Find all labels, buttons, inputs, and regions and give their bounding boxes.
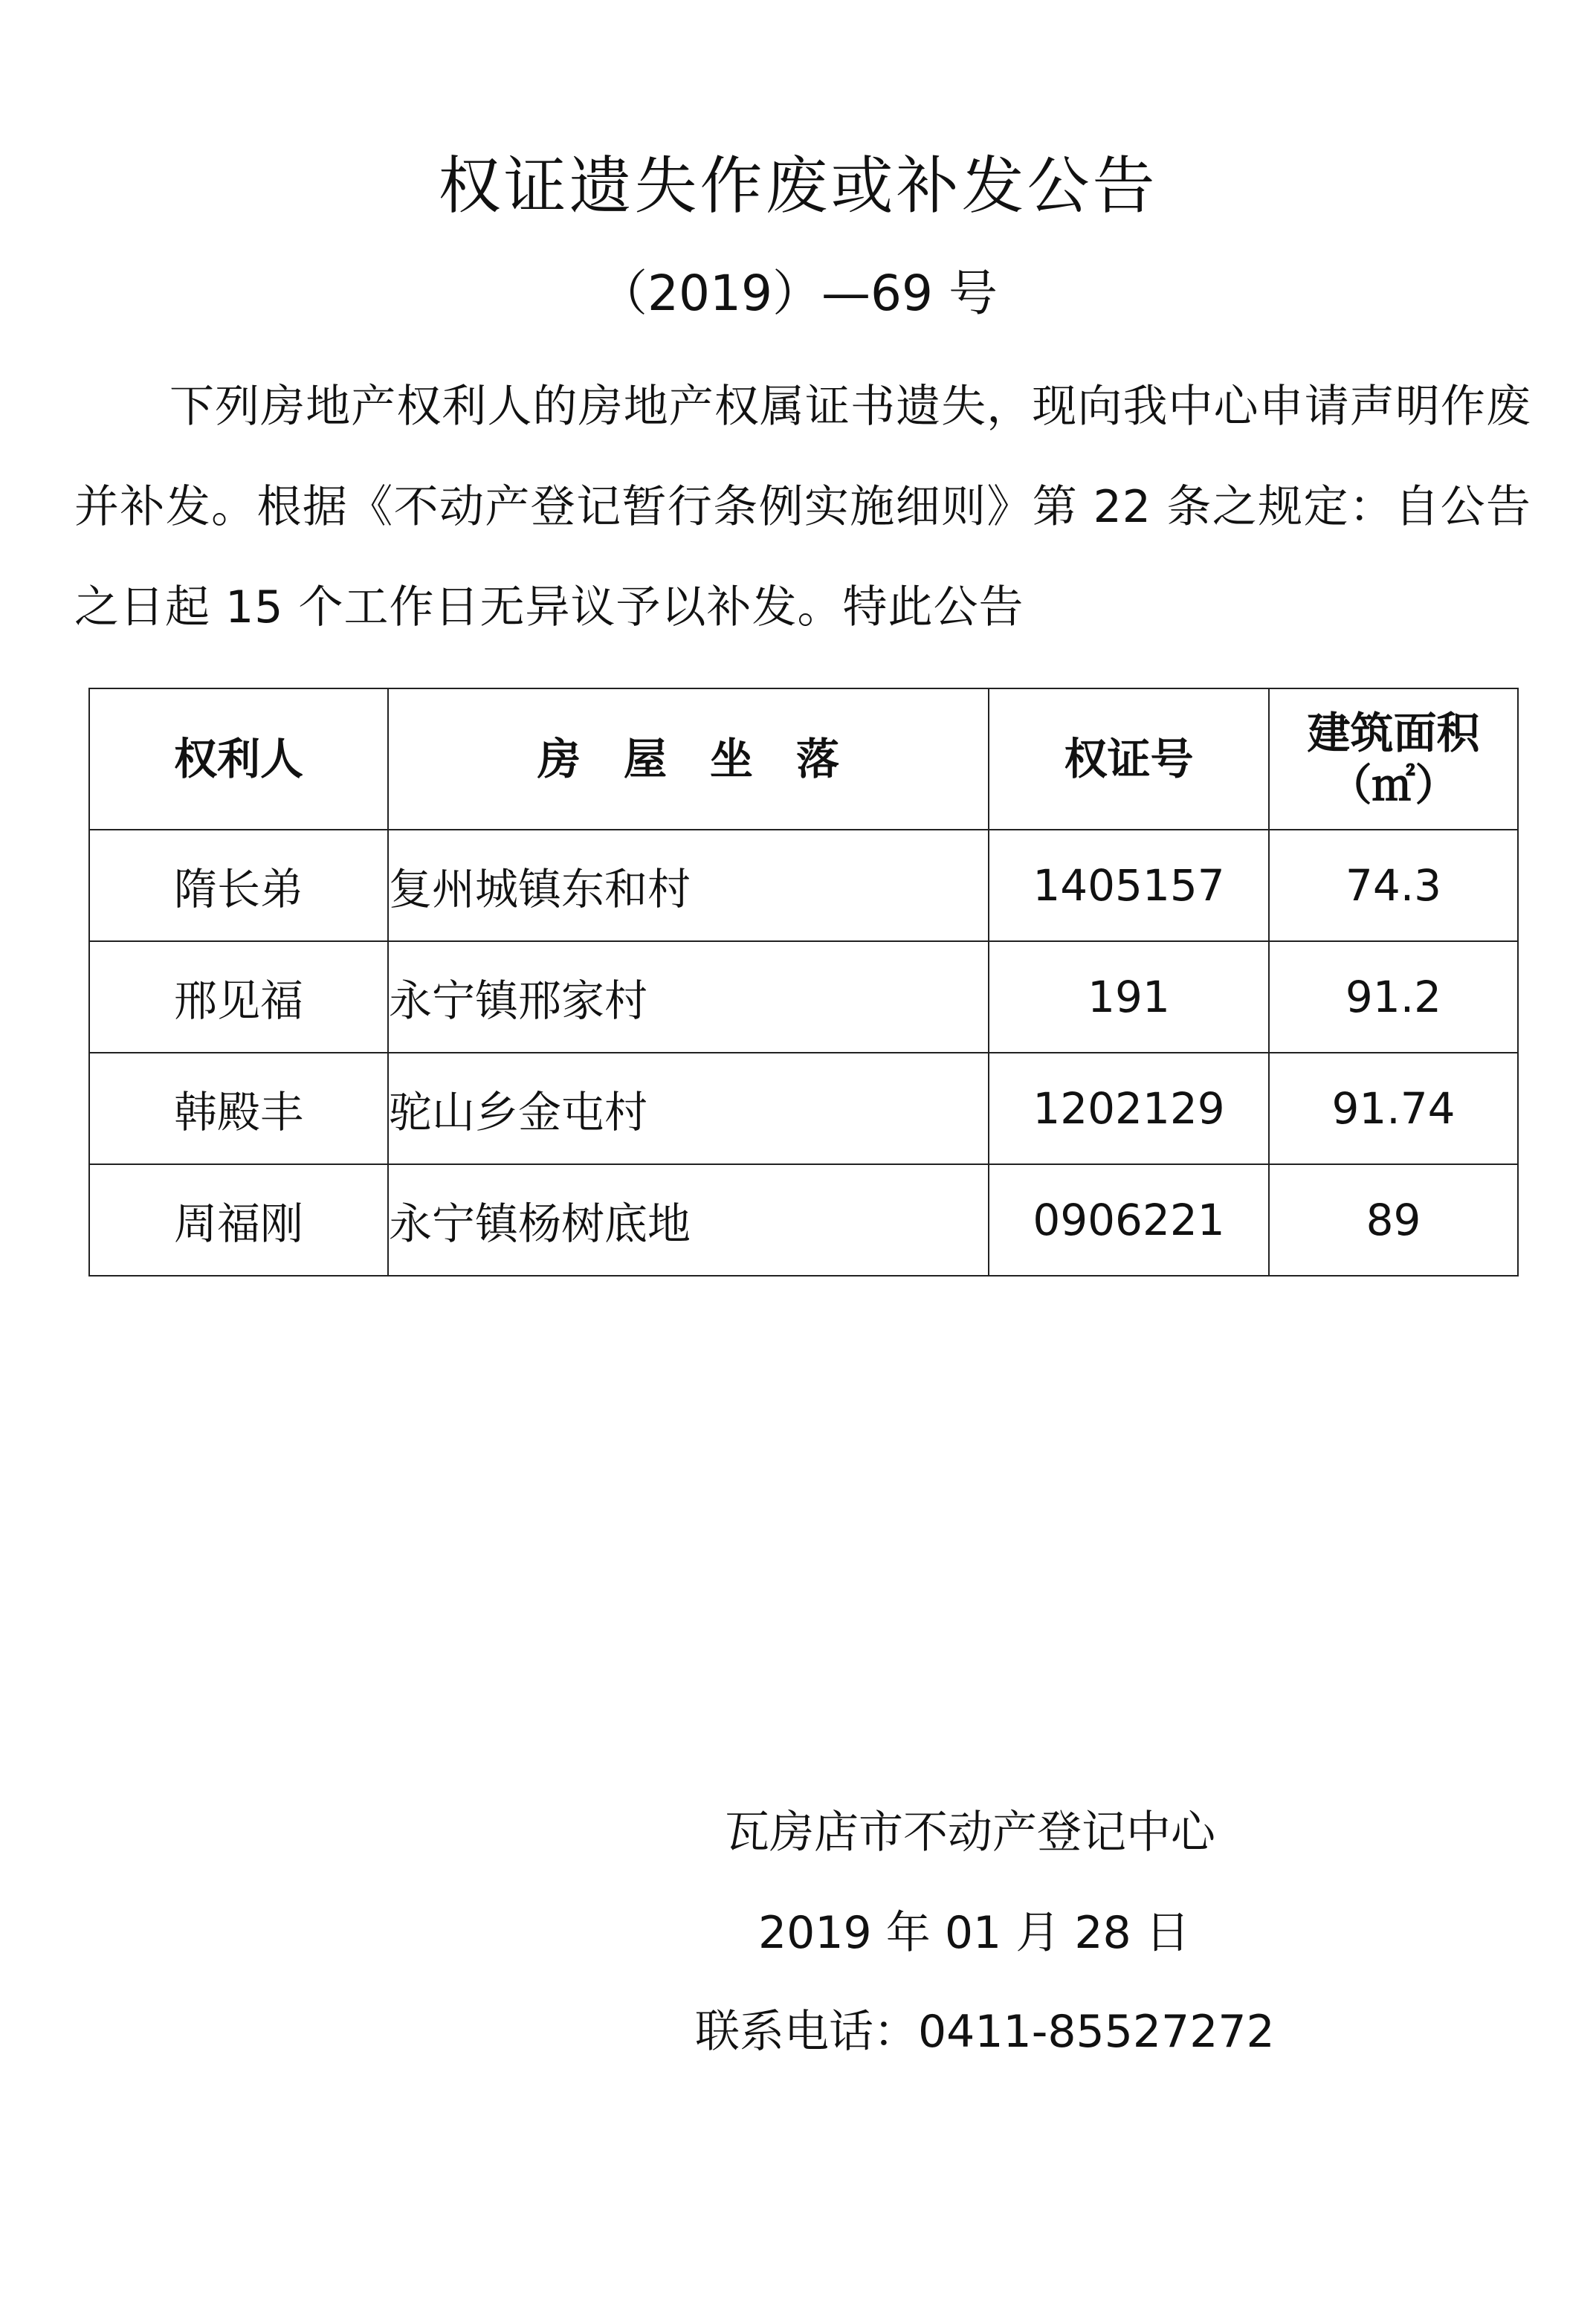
location-cell: 永宁镇杨树底地 <box>388 1164 989 1276</box>
notice-body: 下列房地产权利人的房地产权属证书遗失，现向我中心申请声明作废并补发。根据《不动产登记暂行条例实施细则》第 22 条之规定：自公告之日起 15 个工作日无异议予以补发。特此公告 <box>74 381 1531 633</box>
area-cell: 89 <box>1269 1164 1518 1276</box>
header-cert-no: 权证号 <box>989 688 1269 830</box>
header-area-label: 建筑面积 <box>1307 708 1480 758</box>
table-row <box>89 1164 1518 1276</box>
owner-cell: 韩殿丰 <box>89 1053 388 1164</box>
notice-number: （2019）—69 号 <box>598 265 998 322</box>
notice-title: 权证遗失作废或补发公告 <box>438 149 1158 222</box>
contact-phone: 联系电话：0411-85527272 <box>695 2006 1275 2058</box>
area-cell: 91.2 <box>1269 941 1518 1053</box>
cert-no-cell: 1202129 <box>989 1053 1269 1164</box>
owner-cell: 周福刚 <box>89 1164 388 1276</box>
owner-cell: 隋长弟 <box>89 830 388 941</box>
location-cell: 复州城镇东和村 <box>388 830 989 941</box>
cert-no-cell: 1405157 <box>989 830 1269 941</box>
owner-cell: 邢见福 <box>89 941 388 1053</box>
cert-no-cell: 0906221 <box>989 1164 1269 1276</box>
header-owner: 权利人 <box>89 688 388 830</box>
table-header-row <box>89 688 1518 830</box>
table-row <box>89 830 1518 941</box>
area-cell: 74.3 <box>1269 830 1518 941</box>
issue-date: 2019 年 01 月 28 日 <box>758 1907 1190 1959</box>
header-location: 房 屋 坐 落 <box>388 688 989 830</box>
location-cell: 永宁镇邢家村 <box>388 941 989 1053</box>
header-area <box>1269 688 1518 830</box>
cert-no-cell: 191 <box>989 941 1269 1053</box>
certificate-table <box>88 688 1519 1277</box>
table-row <box>89 1053 1518 1164</box>
issuing-organization: 瓦房店市不动产登记中心 <box>725 1807 1215 1859</box>
location-cell: 驼山乡金屯村 <box>388 1053 989 1164</box>
header-area-unit: （㎡） <box>1328 760 1458 810</box>
area-cell: 91.74 <box>1269 1053 1518 1164</box>
table-row <box>89 941 1518 1053</box>
